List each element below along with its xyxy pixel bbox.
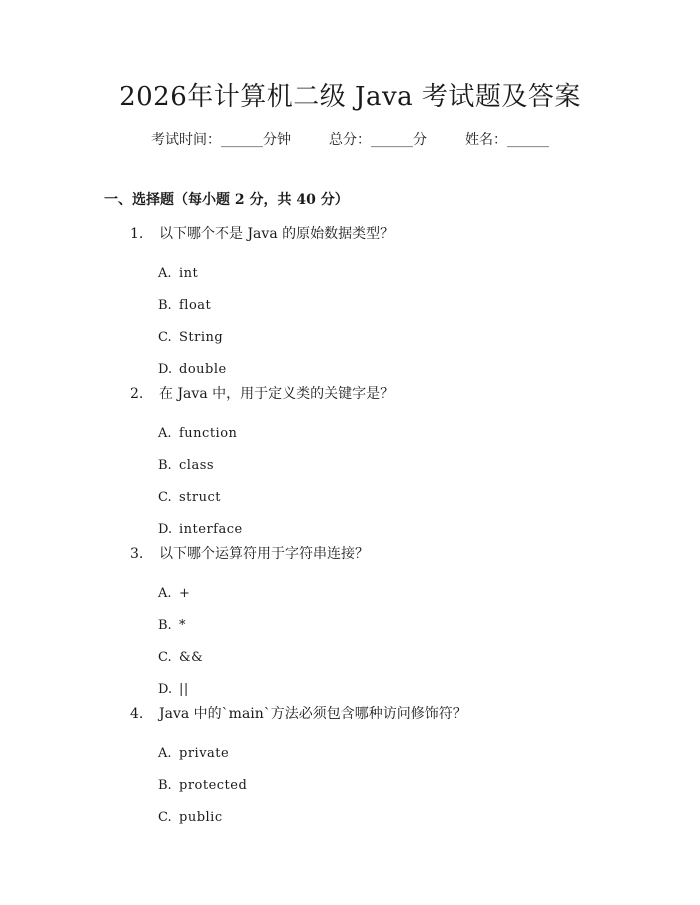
option-letter: D. [158,682,173,697]
option-letter: C. [158,330,172,345]
option-letter: A. [158,426,172,441]
option-letter: C. [158,490,172,505]
option [0,446,700,478]
option [0,350,700,382]
question-text: Java 中的`main`方法必须包含哪种访问修饰符？ [159,706,467,722]
option [0,638,700,670]
option-letter: B. [158,618,172,633]
exam-info [0,128,700,152]
question-text: 在 Java 中，用于定义类的关键字是？ [159,386,395,402]
option-letter: A. [158,266,172,281]
option-letter: C. [158,650,172,665]
option-value: * [179,618,186,633]
option-value: class [179,458,215,473]
option-letter: D. [158,362,173,377]
question-text: 以下哪个运算符用于字符串连接？ [159,546,369,562]
question [0,702,700,734]
option [0,670,700,702]
option-value: public [179,810,223,825]
question-number: 1. [130,226,144,242]
option-value: int [179,266,199,281]
option-letter: B. [158,778,172,793]
option [0,798,700,830]
option-value: function [179,426,238,441]
option [0,478,700,510]
option-value: private [179,746,230,761]
option-value: float [179,298,212,313]
exam-time: 考试时间：______分钟 [151,132,291,148]
option [0,318,700,350]
option-letter: B. [158,298,172,313]
option-letter: A. [158,746,172,761]
option [0,286,700,318]
question-list [0,222,700,830]
option [0,414,700,446]
total-score: 总分：______分 [329,132,427,148]
option-value: || [179,682,189,697]
option-value: double [179,362,227,377]
option-letter: C. [158,810,172,825]
question [0,222,700,254]
question-text: 以下哪个不是 Java 的原始数据类型？ [159,226,395,242]
document-title: 2026年计算机二级 Java 考试题及答案 [119,82,581,112]
option [0,606,700,638]
option-letter: B. [158,458,172,473]
option-value: String [179,330,224,345]
option-letter: D. [158,522,173,537]
section-heading: 一、选择题（每小题 2 分，共 40 分） [104,192,349,208]
question [0,542,700,574]
option [0,734,700,766]
option-value: protected [179,778,248,793]
option-value: + [179,586,191,601]
option-value: struct [179,490,221,505]
question-number: 2. [130,386,144,402]
option [0,574,700,606]
option [0,766,700,798]
question-number: 4. [130,706,144,722]
option [0,510,700,542]
option-value: interface [179,522,243,537]
question-number: 3. [130,546,144,562]
student-name: 姓名：______ [465,132,549,148]
question [0,382,700,414]
option-value: && [179,650,204,665]
option-letter: A. [158,586,172,601]
option [0,254,700,286]
